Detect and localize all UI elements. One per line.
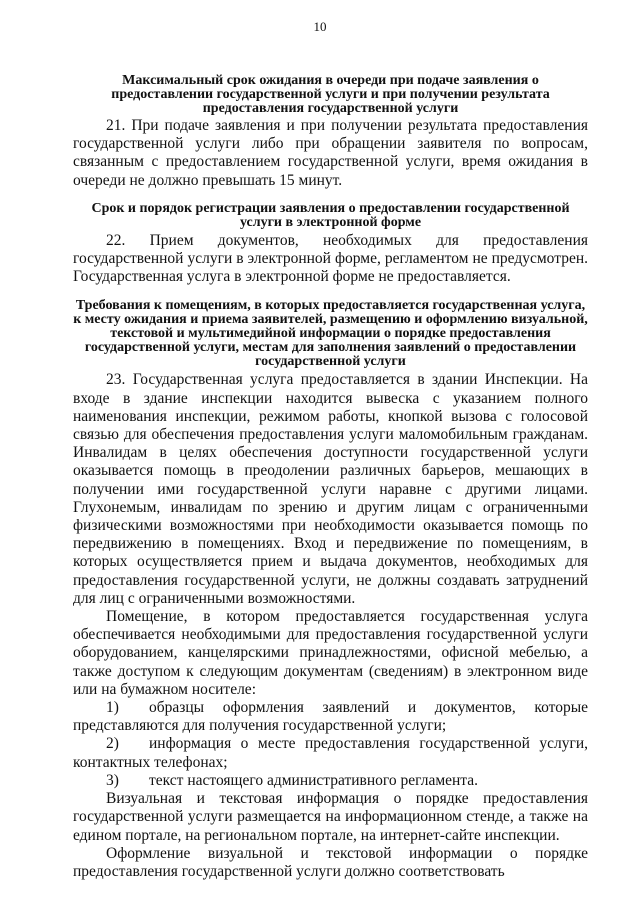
list-item <box>73 772 588 790</box>
paragraph-visual-info: Визуальная и текстовая информация о порядке предоставления государственной услуги размещается на информационном стенде, а также на едином портале, на региональном портале, на интернет-сайте инспекции. <box>73 790 588 844</box>
paragraph-21: 21. При подаче заявления и при получении результата предоставления государственной услуги либо при обращении заявителя по вопросам, связанным с предоставлением государственной услуги, время ожидания в очереди не должно превышать 15 минут. <box>73 117 588 189</box>
list-item-text: информация о месте предоставления государственной услуги, контактных телефонах; <box>73 735 588 771</box>
section-heading-premises-requirements: Требования к помещениям, в которых предоставляется государственная услуга, к месту ожидания и приема заявителей, размещению и оформлению визуальной, текстовой и мультимедийной информации о порядке предоставления государственной услуги, местам для заполнения заявлений о предоставлении государственной услуги <box>73 298 588 370</box>
list-item <box>73 735 588 771</box>
document-content <box>73 74 588 881</box>
list-item-number: 2) <box>106 735 119 753</box>
paragraph-22: 22. Прием документов, необходимых для предоставления государственной услуги в электронной форме, регламентом не предусмотрен. Государственная услуга в электронной форме не предоставляется. <box>73 231 588 286</box>
list-item-text: текст настоящего административного регламента. <box>149 771 479 789</box>
list-item-number: 1) <box>106 699 119 717</box>
paragraph-23: 23. Государственная услуга предоставляется в здании Инспекции. На входе в здание инспекции находится вывеска с указанием полного наименования инспекции, режимом работы, кнопкой вызова с голосовой связью для обеспечения предоставления услуги маломобильным гражданам. Инвалидам в целях обеспечения доступности государственной услуги оказывается помощь в преодолении различных барьеров, мешающих в получении ими государственной услуги наравне с другими лицами. Глухонемым, инвалидам по зрению и другим лицам с ограниченными физическими возможностями при необходимости оказывается помощь по передвижению в помещениях. Вход и передвижение по помещениям, в которых осуществляется прием и выдача документов, необходимых для предоставления государственной услуги, не должны создавать затруднений для лиц с ограниченными возможностями. <box>73 371 588 607</box>
paragraph-premises: Помещение, в котором предоставляется государственная услуга обеспечивается необходимыми для предоставления государственной услуги оборудованием, канцелярскими принадлежностями, офисной мебелью, а также доступом к следующим документам (сведениям) в электронном виде или на бумажном носителе: <box>73 608 588 698</box>
list-item-text: образцы оформления заявлений и документов, которые представляются для получения государственной услуги; <box>73 699 588 735</box>
section-heading-registration: Срок и порядок регистрации заявления о предоставлении государственной услуги в электронной форме <box>91 200 570 230</box>
section-heading-waiting-time: Максимальный срок ожидания в очереди при подаче заявления о предоставлении государственной услуги и при получении результата предоставления государственной услуги <box>111 73 550 116</box>
page-number: 10 <box>313 19 327 34</box>
list-item-number: 3) <box>106 771 119 789</box>
paragraph-design-info: Оформление визуальной и текстовой информации о порядке предоставления государственной услуги должно соответствовать <box>73 844 588 880</box>
list-item <box>73 699 588 735</box>
